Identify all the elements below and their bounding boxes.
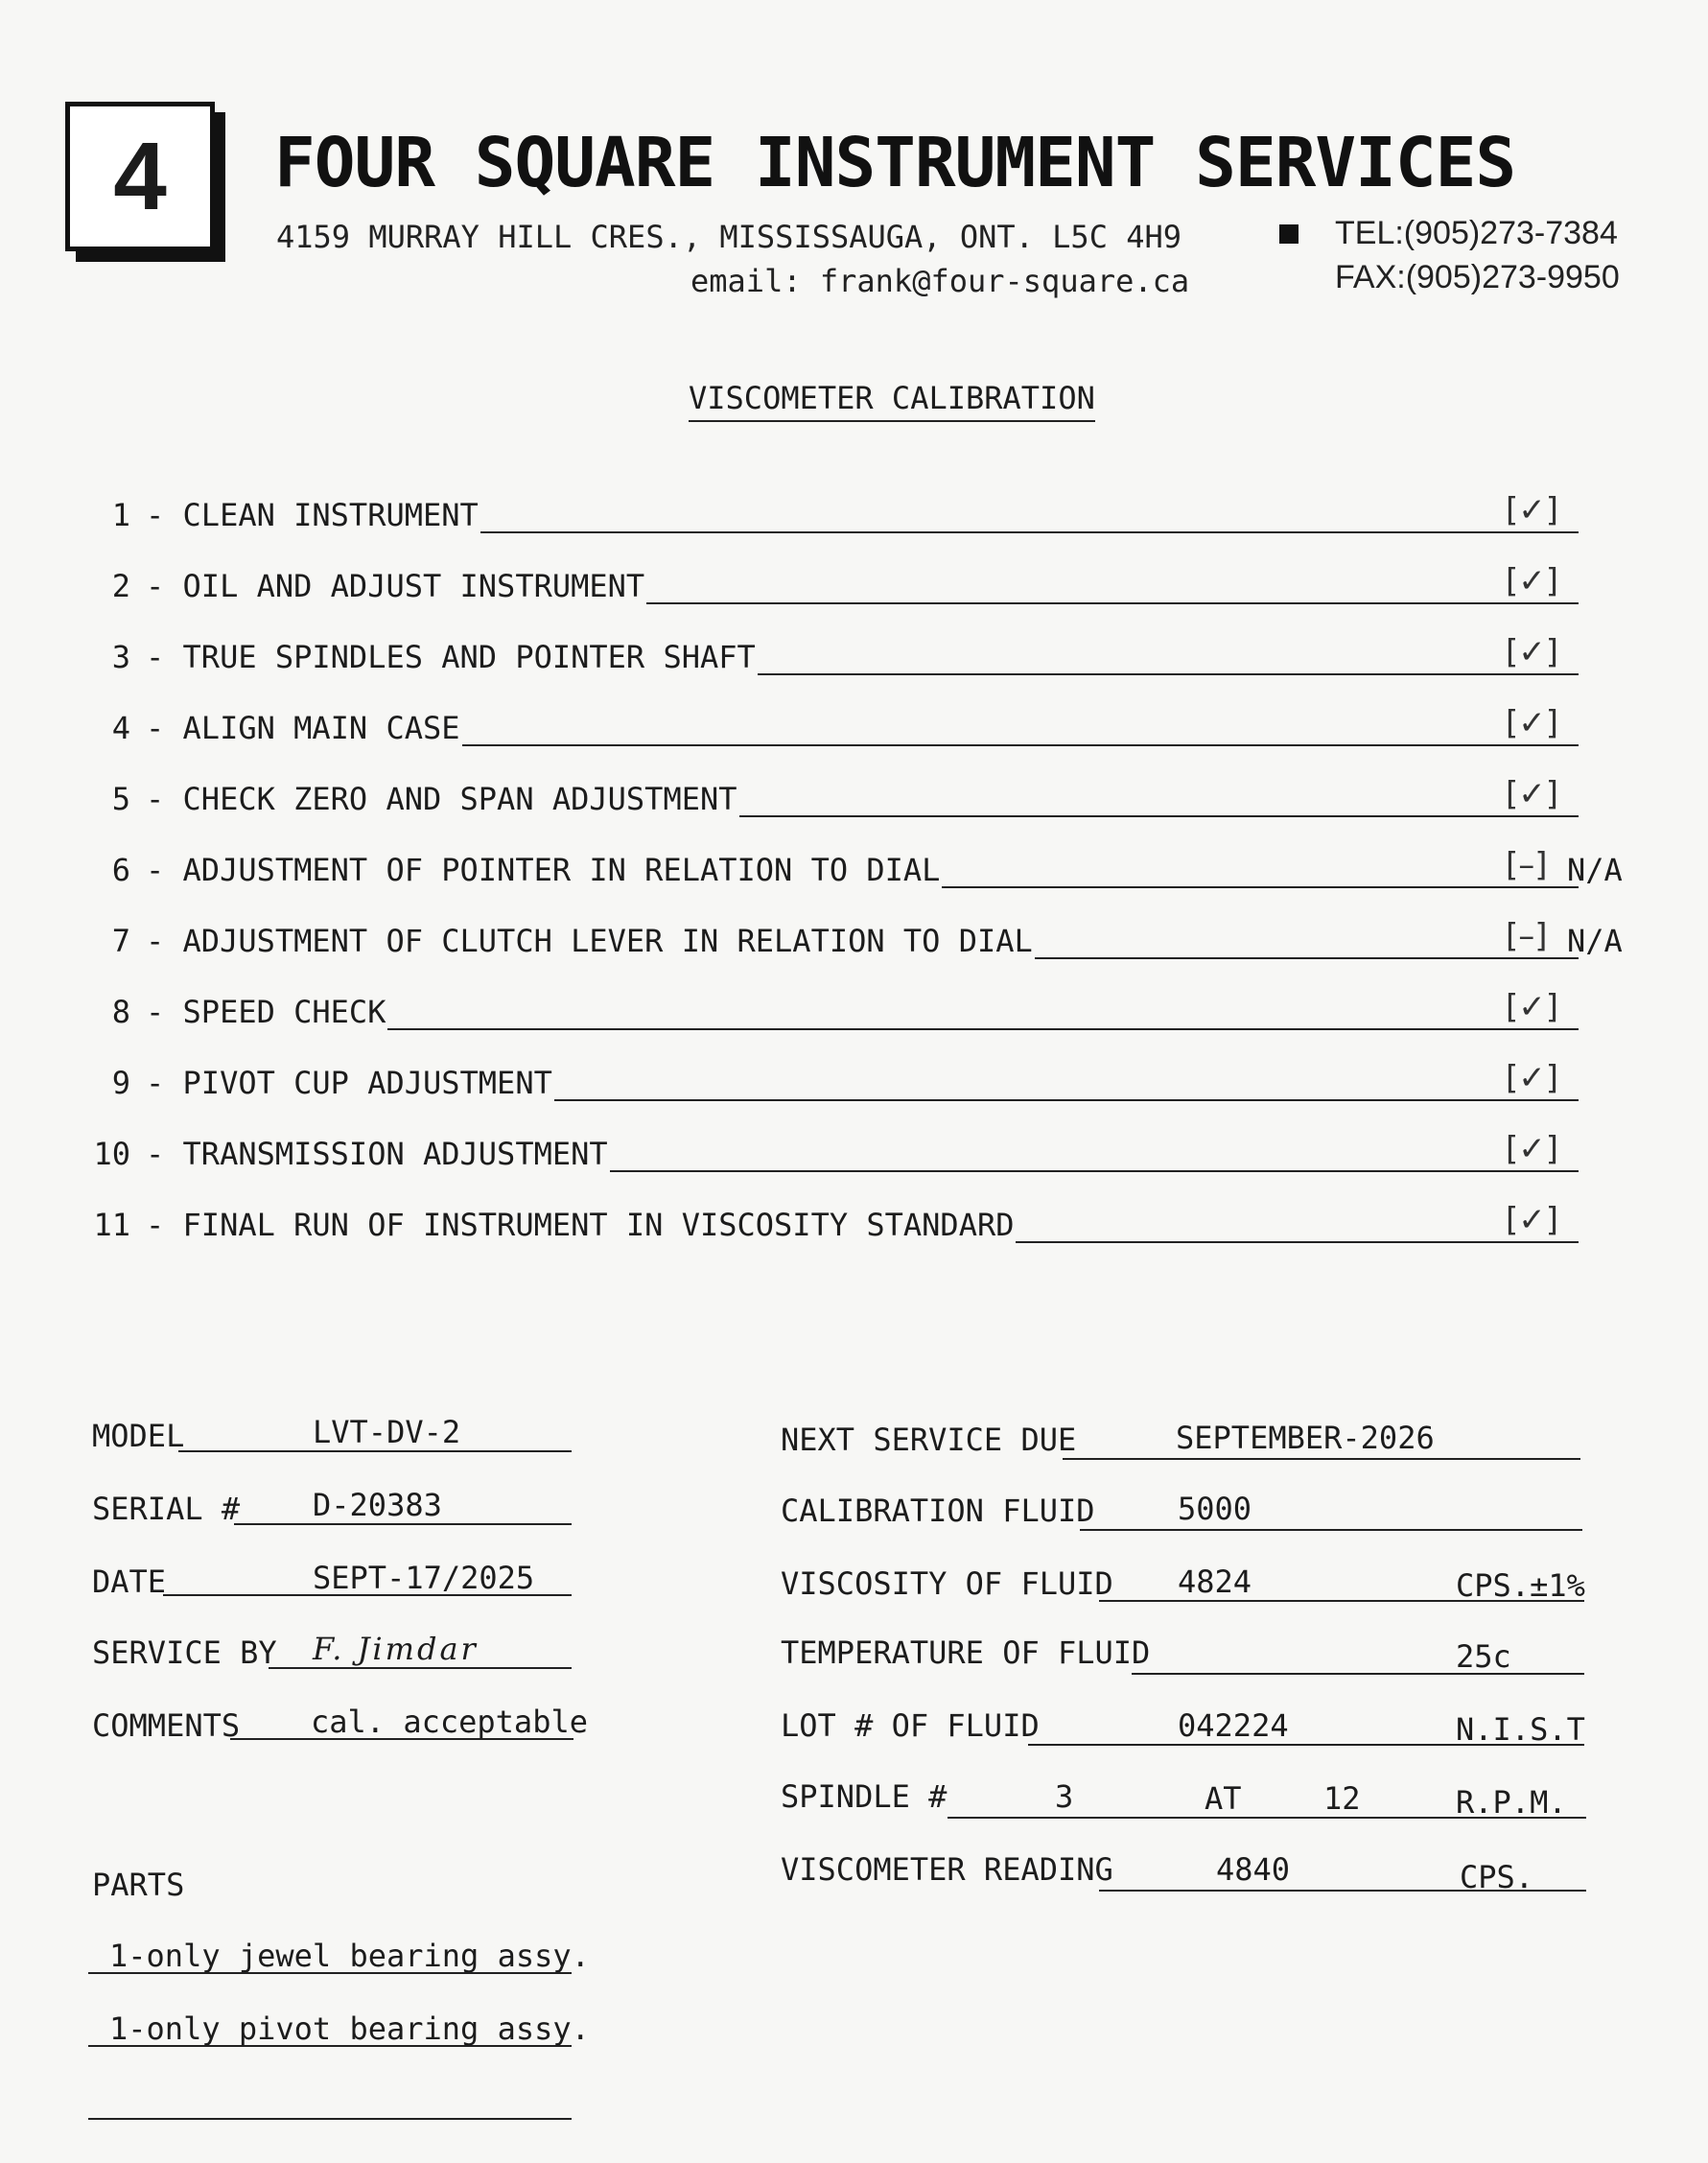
checklist-number: 8: [111, 994, 130, 1030]
checkbox-mark-icon[interactable]: [✓]: [1506, 1201, 1559, 1239]
parts-item-underline: [88, 1972, 572, 1974]
checklist-number: 1: [111, 497, 130, 533]
square-bullet-icon: [1279, 224, 1299, 244]
temperature-value[interactable]: 25c: [1456, 1638, 1511, 1675]
checklist-label: - ADJUSTMENT OF CLUTCH LEVER IN RELATION TO DIAL: [146, 923, 1033, 959]
calibration-fluid-label: CALIBRATION FLUID: [781, 1493, 1095, 1529]
checklist-number: 10: [93, 1136, 130, 1172]
model-underline: [178, 1450, 572, 1452]
checklist-number: 3: [111, 639, 130, 675]
checklist-number: 6: [111, 852, 130, 888]
service-by-label: SERVICE BY: [92, 1634, 277, 1671]
checklist-row: [0, 986, 1708, 1032]
viscosity-value[interactable]: 4824: [1178, 1563, 1252, 1600]
lot-label: LOT # OF FLUID: [781, 1707, 1040, 1744]
service-by-underline: [269, 1667, 572, 1669]
viscometer-reading-label: VISCOMETER READING: [781, 1851, 1113, 1888]
checklist-label: - PIVOT CUP ADJUSTMENT: [146, 1065, 552, 1101]
checklist-row: [0, 1199, 1708, 1245]
service-by-signature[interactable]: F. Jimdar: [313, 1631, 479, 1667]
serial-label: SERIAL #: [92, 1491, 241, 1527]
calibration-fluid-underline: [1080, 1529, 1582, 1531]
checklist-number: 7: [111, 923, 130, 959]
checklist-number: 4: [111, 710, 130, 746]
company-logo: [65, 102, 215, 251]
checklist-number: 9: [111, 1065, 130, 1101]
checkbox-mark-icon[interactable]: [✓]: [1506, 1059, 1559, 1097]
model-value[interactable]: LVT-DV-2: [313, 1414, 461, 1450]
calibration-fluid-value[interactable]: 5000: [1178, 1491, 1252, 1527]
checklist-row: [0, 915, 1708, 961]
checklist-row: [0, 1128, 1708, 1174]
comments-label: COMMENTS: [92, 1707, 241, 1744]
checklist-label: - CLEAN INSTRUMENT: [146, 497, 479, 533]
temperature-underline: [1132, 1673, 1584, 1675]
checklist-label: - TRANSMISSION ADJUSTMENT: [146, 1136, 608, 1172]
checkbox-mark-icon[interactable]: [✓]: [1506, 988, 1559, 1026]
serial-underline: [234, 1523, 572, 1525]
serial-value[interactable]: D-20383: [313, 1487, 442, 1523]
checklist-number: 11: [93, 1207, 130, 1243]
parts-item[interactable]: 1-only pivot bearing assy.: [109, 2010, 590, 2047]
temperature-label: TEMPERATURE OF FLUID: [781, 1634, 1151, 1671]
checklist-row: [0, 560, 1708, 606]
company-email: email: frank@four-square.ca: [690, 263, 1190, 299]
next-service-underline: [1063, 1458, 1580, 1460]
checklist-na-note: N/A: [1567, 852, 1623, 888]
checklist-label: - FINAL RUN OF INSTRUMENT IN VISCOSITY STANDARD: [146, 1207, 1015, 1243]
checkbox-mark-icon[interactable]: [✓]: [1506, 562, 1559, 600]
date-value[interactable]: SEPT-17/2025: [313, 1560, 535, 1596]
checkbox-mark-icon[interactable]: [✓]: [1506, 704, 1559, 742]
checklist-row: [0, 844, 1708, 890]
company-name: FOUR SQUARE INSTRUMENT SERVICES: [274, 123, 1516, 202]
parts-item[interactable]: 1-only jewel bearing assy.: [109, 1938, 590, 1974]
viscosity-unit: CPS.±1%: [1456, 1567, 1585, 1604]
logo-digit: 4: [113, 123, 167, 230]
company-fax: FAX:(905)273-9950: [1335, 259, 1620, 295]
checklist-label: - TRUE SPINDLES AND POINTER SHAFT: [146, 639, 756, 675]
next-service-label: NEXT SERVICE DUE: [781, 1422, 1077, 1458]
checkbox-mark-icon[interactable]: [✓]: [1506, 633, 1559, 671]
at-label: AT: [1205, 1780, 1242, 1817]
viscosity-label: VISCOSITY OF FLUID: [781, 1565, 1113, 1602]
viscometer-reading-unit: CPS.: [1460, 1859, 1534, 1895]
checklist-row: [0, 702, 1708, 748]
company-address: 4159 MURRAY HILL CRES., MISSISSAUGA, ONT. L5C 4H9: [276, 219, 1182, 255]
checkbox-mark-icon[interactable]: [–]: [1506, 917, 1548, 955]
parts-item-underline: [88, 2118, 572, 2120]
company-tel: TEL:(905)273-7384: [1335, 215, 1618, 251]
checkbox-mark-icon[interactable]: [✓]: [1506, 491, 1559, 529]
checklist-na-note: N/A: [1567, 923, 1623, 959]
model-label: MODEL: [92, 1418, 185, 1454]
spindle-value[interactable]: 3: [1055, 1778, 1074, 1815]
checklist-label: - SPEED CHECK: [146, 994, 386, 1030]
checkbox-mark-icon[interactable]: [✓]: [1506, 1130, 1559, 1168]
lot-value[interactable]: 042224: [1178, 1707, 1289, 1744]
rpm-value[interactable]: 12: [1323, 1780, 1361, 1817]
checkbox-mark-icon[interactable]: [✓]: [1506, 775, 1559, 813]
checklist-number: 5: [111, 781, 130, 817]
spindle-label: SPINDLE #: [781, 1778, 948, 1815]
next-service-value[interactable]: SEPTEMBER-2026: [1176, 1420, 1435, 1456]
checklist-label: - OIL AND ADJUST INSTRUMENT: [146, 568, 645, 604]
form-title: VISCOMETER CALIBRATION: [689, 380, 1095, 422]
checklist-label: - ALIGN MAIN CASE: [146, 710, 460, 746]
lot-unit: N.I.S.T: [1456, 1711, 1585, 1748]
checklist-label: - CHECK ZERO AND SPAN ADJUSTMENT: [146, 781, 737, 817]
checklist-row: [0, 631, 1708, 677]
checklist-number: 2: [111, 568, 130, 604]
checkbox-mark-icon[interactable]: [–]: [1506, 846, 1548, 884]
parts-item-underline: [88, 2045, 572, 2047]
checklist-label: - ADJUSTMENT OF POINTER IN RELATION TO DIAL: [146, 852, 941, 888]
parts-label: PARTS: [92, 1867, 185, 1903]
comments-value[interactable]: cal. acceptable: [311, 1704, 588, 1740]
date-label: DATE: [92, 1563, 167, 1600]
checklist-row: [0, 1057, 1708, 1103]
viscometer-reading-value[interactable]: 4840: [1216, 1851, 1291, 1888]
rpm-unit: R.P.M.: [1456, 1784, 1567, 1821]
checklist-row: [0, 773, 1708, 819]
checklist-row: [0, 489, 1708, 535]
